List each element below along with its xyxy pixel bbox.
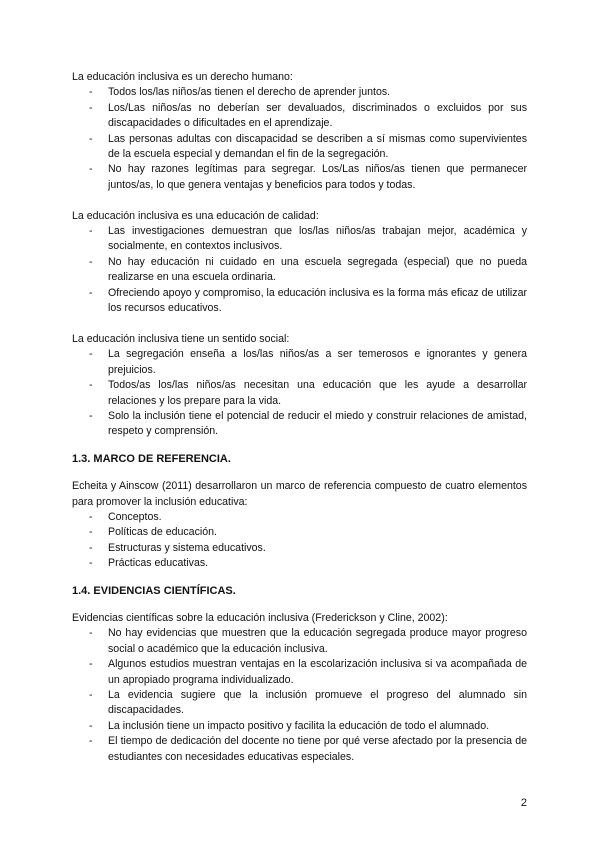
list-item: - La evidencia sugiere que la inclusión promueve el progreso del alumnado sin discapacidades. <box>89 689 527 717</box>
list-item: - Estructuras y sistema educativos. <box>89 541 266 554</box>
list-item: - Solo la inclusión tiene el potencial de reducir el miedo y construir relaciones de amistad, respeto y comprensión. <box>89 409 527 438</box>
bullet-list <box>72 510 527 572</box>
list-item: - El tiempo de dedicación del docente no tiene por qué verse afectado por la presencia de estudiantes con necesidades educativas especiales. <box>89 735 527 763</box>
page-number: 2 <box>520 797 527 809</box>
list-item: - La inclusión tiene un impacto positivo y facilita la educación de todo el alumnado. <box>89 719 490 732</box>
document-body <box>72 70 527 765</box>
list-item: - Políticas de educación. <box>89 526 217 539</box>
list-item: - No hay evidencias que muestren que la educación segregada produce mayor progreso social o académico que la educación inclusiva. <box>89 627 527 655</box>
bullet-list <box>72 347 527 439</box>
section-intro: La educación inclusiva tiene un sentido social: <box>72 332 290 345</box>
bullet-list <box>72 85 527 193</box>
list-item: - Todos/as los/las niños/as necesitan una educación que les ayude a desarrollar relaciones y los prepare para la vida. <box>89 379 527 407</box>
section-intro: Evidencias científicas sobre la educación inclusiva (Frederickson y Cline, 2002): <box>72 611 448 624</box>
section-intro: La educación inclusiva es una educación de calidad: <box>72 209 319 222</box>
bullet-list <box>72 224 527 316</box>
section-calidad <box>72 209 527 317</box>
section-derecho-humano <box>72 70 527 193</box>
list-item: - Todos los/las niños/as tienen el derecho de aprender juntos. <box>89 86 391 99</box>
list-item: - Los/Las niños/as no deberían ser devaluados, discriminados o excluidos por sus discapacidades o dificultades en el aprendizaje. <box>89 101 527 130</box>
list-item: - Prácticas educativas. <box>89 557 209 570</box>
section-intro: Echeita y Ainscow (2011) desarrollaron un marco de referencia compuesto de cuatro elementos para promover la inclusión educativa: <box>72 480 527 508</box>
list-item: - Las investigaciones demuestran que los/las niños/as trabajan mejor, académica y socialmente, en contextos inclusivos. <box>89 225 527 253</box>
list-item: - Las personas adultas con discapacidad se describen a sí mismas como supervivientes de la escuela especial y demandan el fin de la segregación. <box>89 132 527 161</box>
list-item: - No hay educación ni cuidado en una escuela segregada (especial) que no pueda realizarse en una escuela ordinaria. <box>89 255 527 284</box>
section-intro: La educación inclusiva es un derecho humano: <box>72 71 293 83</box>
list-item: - La segregación enseña a los/las niños/as a ser temerosos e ignorantes y genera prejuicios. <box>89 348 527 376</box>
list-item: - Ofreciendo apoyo y compromiso, la educación inclusiva es la forma más eficaz de utilizar los recursos educativos. <box>89 286 527 315</box>
section-sentido-social <box>72 332 527 440</box>
list-item: - Conceptos. <box>89 510 162 523</box>
bullet-list <box>72 626 527 765</box>
section-heading-evidencias: 1.4. EVIDENCIAS CIENTÍFICAS. <box>72 584 236 597</box>
list-item: - Algunos estudios muestran ventajas en la escolarización inclusiva si va acompañada de un apropiado programa individualizado. <box>89 658 527 686</box>
list-item: - No hay razones legítimas para segregar. Los/Las niños/as tienen que permanecer juntos/as, lo que genera ventajas y beneficios para todos y todas. <box>89 163 527 191</box>
section-heading-marco: 1.3. MARCO DE REFERENCIA. <box>72 452 231 465</box>
